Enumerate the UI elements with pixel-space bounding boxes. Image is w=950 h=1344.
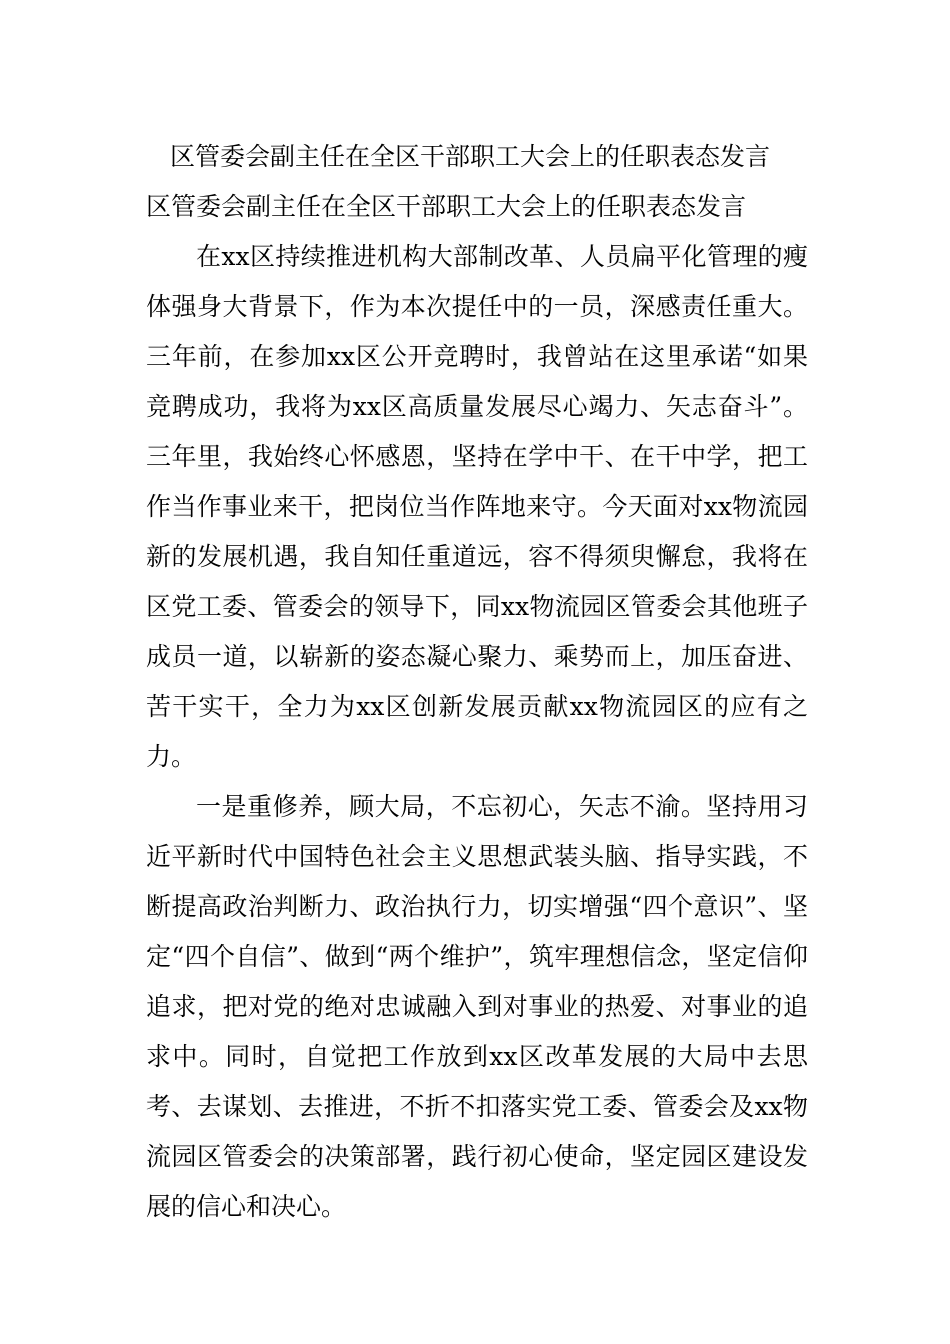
document-title: 区管委会副主任在全区干部职工大会上的任职表态发言 [170, 142, 771, 171]
paragraph-intro: 在xx区持续推进机构大部制改革、人员扁平化管理的瘦体强身大背景下，作为本次提任中的一员，深感责任重大。三年前，在参加xx区公开竞聘时，我曾站在这里承诺“如果竞聘成功，我将为xx区高质量发展尽心竭力、矢志奋斗”。三年里，我始终心怀感恩，坚持在学中干、在干中学，把工作当作事业来干，把岗位当作阵地来守。今天面对xx物流园新的发展机遇，我自知任重道远，容不得须臾懈怠，我将在区党工委、管委会的领导下，同xx物流园区管委会其他班子成员一道，以崭新的姿态凝心聚力、乘势而上，加压奋进、苦干实干，全力为xx区创新发展贡献xx物流园区的应有之力。 [146, 242, 808, 771]
paragraph-point-one: 一是重修养，顾大局，不忘初心，矢志不渝。坚持用习近平新时代中国特色社会主义思想武装头脑、指导实践，不断提高政治判断力、政治执行力，切实增强“四个意识”、坚定“四个自信”、做到“两个维护”，筑牢理想信念，坚定信仰追求，把对党的绝对忠诚融入到对事业的热爱、对事业的追求中。同时，自觉把工作放到xx区改革发展的大局中去思考、去谋划、去推进，不折不扣落实党工委、管委会及xx物流园区管委会的决策部署，践行初心使命，坚定园区建设发展的信心和决心。 [146, 792, 808, 1221]
document-title-repeat: 区管委会副主任在全区干部职工大会上的任职表态发言 [146, 192, 747, 221]
document-page [146, 132, 808, 1232]
